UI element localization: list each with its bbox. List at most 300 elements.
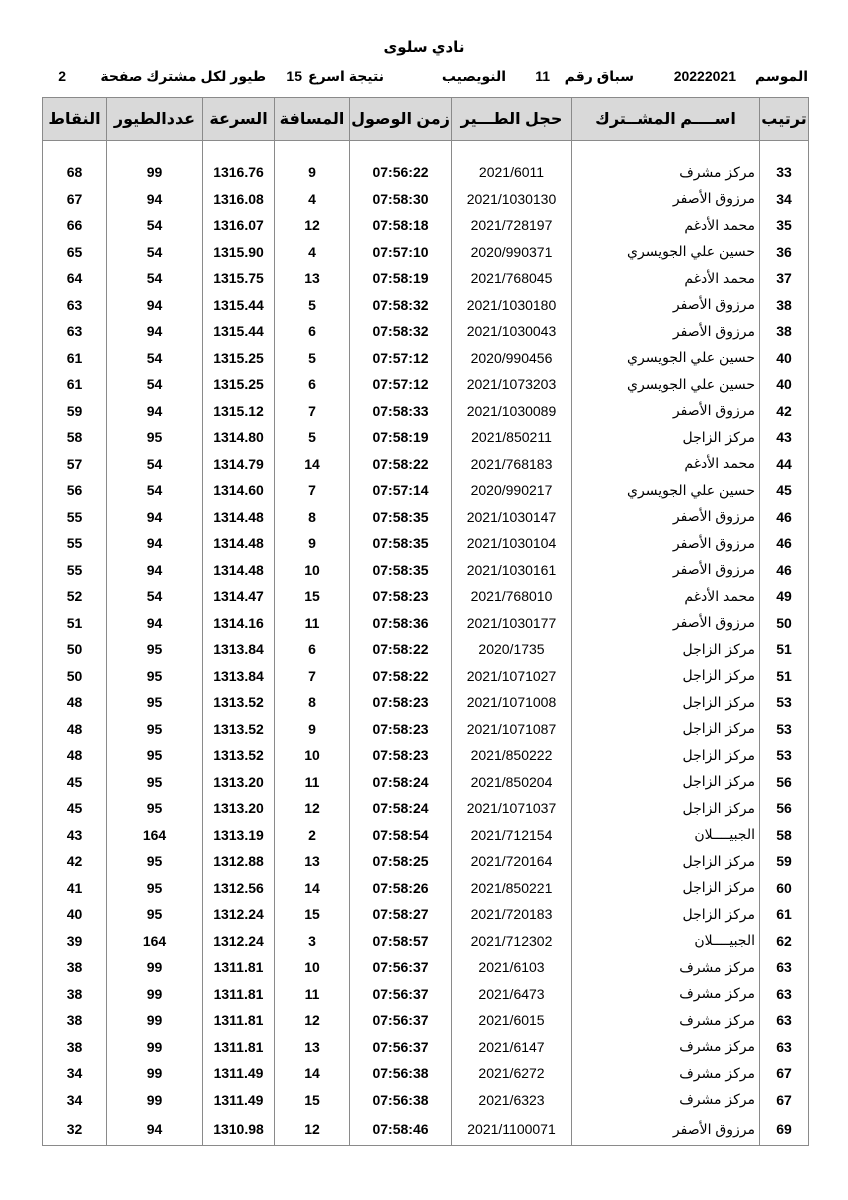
arrival-cell: 07:58:23 [350,742,452,769]
speed-cell: 1316.76 [203,159,275,186]
participant-cell: مركز الزاجل [572,848,760,875]
distance-cell: 4 [275,186,350,213]
points-cell: 43 [43,822,107,849]
arrival-cell: 07:58:25 [350,848,452,875]
birds-cell: 54 [107,239,203,266]
distance-cell: 3 [275,928,350,955]
speed-cell: 1314.60 [203,477,275,504]
distance-cell: 4 [275,239,350,266]
speed-cell: 1313.19 [203,822,275,849]
ring-cell: 2021/1100071 [452,1113,572,1146]
participant-cell: مركز مشرف [572,159,760,186]
points-cell: 68 [43,159,107,186]
distance-cell: 10 [275,954,350,981]
table-row [43,954,809,981]
points-cell: 59 [43,398,107,425]
points-cell: 45 [43,769,107,796]
points-cell: 58 [43,424,107,451]
arrival-cell: 07:58:23 [350,583,452,610]
participant-cell: مرزوق الأصفر [572,610,760,637]
participant-cell: مركز الزاجل [572,901,760,928]
participant-cell: مركز الزاجل [572,742,760,769]
ring-cell: 2021/850221 [452,875,572,902]
ring-cell: 2021/850222 [452,742,572,769]
points-cell: 67 [43,186,107,213]
birds-cell: 94 [107,292,203,319]
birds-cell: 95 [107,689,203,716]
birds-cell: 94 [107,557,203,584]
distance-cell: 7 [275,398,350,425]
participant-cell: مركز الزاجل [572,424,760,451]
participant-cell: محمد الأدغم [572,212,760,239]
rank-cell: 49 [760,583,809,610]
distance-cell: 5 [275,292,350,319]
speed-cell: 1311.81 [203,1007,275,1034]
points-cell: 45 [43,795,107,822]
table-row [43,371,809,398]
ring-cell: 2021/712154 [452,822,572,849]
birds-cell: 95 [107,769,203,796]
arrival-cell: 07:58:23 [350,689,452,716]
participant-cell: مركز مشرف [572,954,760,981]
distance-cell: 6 [275,318,350,345]
table-row [43,716,809,743]
birds-cell: 95 [107,716,203,743]
birds-per-label: طيور لكل مشترك صفحة [100,68,266,84]
table-row [43,663,809,690]
participant-cell: محمد الأدغم [572,451,760,478]
speed-cell: 1315.44 [203,318,275,345]
birds-cell: 94 [107,318,203,345]
points-cell: 48 [43,716,107,743]
race-number-value: 11 [535,68,550,84]
ring-cell: 2021/6323 [452,1087,572,1114]
table-row [43,795,809,822]
ring-cell: 2021/6103 [452,954,572,981]
arrival-cell: 07:58:54 [350,822,452,849]
ring-cell: 2021/6015 [452,1007,572,1034]
rank-cell: 58 [760,822,809,849]
ring-cell: 2021/720183 [452,901,572,928]
rank-cell: 46 [760,557,809,584]
participant-cell: مركز الزاجل [572,875,760,902]
participant-cell: مرزوق الأصفر [572,530,760,557]
rank-cell: 61 [760,901,809,928]
distance-cell: 2 [275,822,350,849]
ring-cell: 2021/1030089 [452,398,572,425]
speed-cell: 1316.07 [203,212,275,239]
speed-cell: 1312.88 [203,848,275,875]
arrival-cell: 07:58:26 [350,875,452,902]
col-participant: اســــم المشــترك [572,98,760,141]
ring-cell: 2021/1071027 [452,663,572,690]
arrival-cell: 07:58:30 [350,186,452,213]
col-rank: ترتيب [760,98,809,141]
speed-cell: 1314.16 [203,610,275,637]
rank-cell: 42 [760,398,809,425]
points-cell: 40 [43,901,107,928]
fastest-count: 15 [286,68,302,84]
birds-cell: 54 [107,451,203,478]
points-cell: 32 [43,1113,107,1146]
rank-cell: 43 [760,424,809,451]
distance-cell: 14 [275,1060,350,1087]
birds-cell: 99 [107,1060,203,1087]
participant-cell: حسين علي الجويسري [572,477,760,504]
season-value: 20222021 [673,68,736,84]
rank-cell: 56 [760,795,809,822]
distance-cell: 14 [275,451,350,478]
participant-cell: الجبيــــلان [572,928,760,955]
points-cell: 55 [43,504,107,531]
birds-cell: 95 [107,795,203,822]
birds-cell: 94 [107,1113,203,1146]
points-cell: 48 [43,742,107,769]
rank-cell: 56 [760,769,809,796]
participant-cell: مرزوق الأصفر [572,318,760,345]
participant-cell: حسين علي الجويسري [572,371,760,398]
birds-cell: 54 [107,371,203,398]
arrival-cell: 07:58:32 [350,292,452,319]
arrival-cell: 07:58:23 [350,716,452,743]
table-row [43,822,809,849]
arrival-cell: 07:58:19 [350,265,452,292]
birds-cell: 95 [107,848,203,875]
distance-cell: 5 [275,424,350,451]
table-row [43,981,809,1008]
rank-cell: 53 [760,716,809,743]
ring-cell: 2020/990217 [452,477,572,504]
distance-cell: 12 [275,795,350,822]
birds-cell: 99 [107,981,203,1008]
arrival-cell: 07:58:35 [350,557,452,584]
speed-cell: 1315.75 [203,265,275,292]
race-number-label: سباق رقم [564,68,634,84]
table-row [43,504,809,531]
birds-cell: 95 [107,901,203,928]
table-row [43,848,809,875]
speed-cell: 1312.56 [203,875,275,902]
distance-cell: 13 [275,848,350,875]
ring-cell: 2021/1030180 [452,292,572,319]
rank-cell: 67 [760,1060,809,1087]
arrival-cell: 07:58:22 [350,636,452,663]
participant-cell: مركز الزاجل [572,769,760,796]
rank-cell: 63 [760,1034,809,1061]
participant-cell: مركز مشرف [572,1087,760,1114]
table-row [43,212,809,239]
table-row [43,477,809,504]
birds-cell: 54 [107,212,203,239]
ring-cell: 2021/768010 [452,583,572,610]
birds-cell: 164 [107,822,203,849]
distance-cell: 12 [275,212,350,239]
birds-cell: 95 [107,663,203,690]
points-cell: 61 [43,345,107,372]
points-cell: 50 [43,636,107,663]
birds-cell: 94 [107,610,203,637]
speed-cell: 1313.20 [203,769,275,796]
arrival-cell: 07:56:37 [350,1034,452,1061]
arrival-cell: 07:58:32 [350,318,452,345]
rank-cell: 34 [760,186,809,213]
participant-cell: مرزوق الأصفر [572,1113,760,1146]
rank-cell: 38 [760,318,809,345]
col-ring: حجل الطـــير [452,98,572,141]
arrival-cell: 07:56:37 [350,954,452,981]
table-row [43,424,809,451]
distance-cell: 15 [275,1087,350,1114]
table-row [43,239,809,266]
distance-cell: 9 [275,159,350,186]
birds-cell: 95 [107,875,203,902]
participant-cell: مركز الزاجل [572,689,760,716]
speed-cell: 1313.52 [203,689,275,716]
speed-cell: 1314.48 [203,557,275,584]
table-row [43,689,809,716]
participant-cell: مرزوق الأصفر [572,292,760,319]
rank-cell: 50 [760,610,809,637]
ring-cell: 2021/1030177 [452,610,572,637]
table-row [43,292,809,319]
table-row [43,159,809,186]
participant-cell: مرزوق الأصفر [572,557,760,584]
season-label: الموسم [755,68,808,84]
speed-cell: 1313.20 [203,795,275,822]
distance-cell: 8 [275,504,350,531]
birds-cell: 94 [107,186,203,213]
birds-cell: 99 [107,1034,203,1061]
table-row [43,1007,809,1034]
speed-cell: 1311.81 [203,1034,275,1061]
ring-cell: 2021/1071087 [452,716,572,743]
points-cell: 51 [43,610,107,637]
rank-cell: 60 [760,875,809,902]
speed-cell: 1315.12 [203,398,275,425]
arrival-cell: 07:56:38 [350,1087,452,1114]
birds-cell: 94 [107,398,203,425]
points-cell: 63 [43,318,107,345]
distance-cell: 12 [275,1007,350,1034]
rank-cell: 53 [760,689,809,716]
race-info-line [42,68,808,90]
table-row [43,265,809,292]
arrival-cell: 07:58:57 [350,928,452,955]
ring-cell: 2021/1030161 [452,557,572,584]
birds-cell: 94 [107,504,203,531]
ring-cell: 2021/1030104 [452,530,572,557]
arrival-cell: 07:56:38 [350,1060,452,1087]
points-cell: 48 [43,689,107,716]
distance-cell: 7 [275,663,350,690]
rank-cell: 46 [760,504,809,531]
ring-cell: 2021/1030130 [452,186,572,213]
participant-cell: مركز الزاجل [572,716,760,743]
arrival-cell: 07:56:22 [350,159,452,186]
table-row [43,530,809,557]
points-cell: 52 [43,583,107,610]
ring-cell: 2021/1030147 [452,504,572,531]
points-cell: 55 [43,557,107,584]
table-row [43,875,809,902]
ring-cell: 2021/6147 [452,1034,572,1061]
col-speed: السرعة [203,98,275,141]
speed-cell: 1310.98 [203,1113,275,1146]
rank-cell: 46 [760,530,809,557]
speed-cell: 1312.24 [203,901,275,928]
speed-cell: 1311.81 [203,981,275,1008]
participant-cell: محمد الأدغم [572,265,760,292]
arrival-cell: 07:58:18 [350,212,452,239]
points-cell: 42 [43,848,107,875]
race-location: النويصيب [441,68,506,84]
points-cell: 38 [43,1034,107,1061]
rank-cell: 45 [760,477,809,504]
arrival-cell: 07:58:35 [350,530,452,557]
table-row [43,557,809,584]
birds-cell: 54 [107,265,203,292]
speed-cell: 1312.24 [203,928,275,955]
rank-cell: 40 [760,345,809,372]
arrival-cell: 07:57:14 [350,477,452,504]
speed-cell: 1314.79 [203,451,275,478]
participant-cell: مركز مشرف [572,1060,760,1087]
points-cell: 65 [43,239,107,266]
table-row [43,1060,809,1087]
points-cell: 61 [43,371,107,398]
distance-cell: 9 [275,716,350,743]
rank-cell: 63 [760,954,809,981]
ring-cell: 2021/1030043 [452,318,572,345]
rank-cell: 69 [760,1113,809,1146]
rank-cell: 63 [760,981,809,1008]
table-row [43,636,809,663]
table-row [43,928,809,955]
arrival-cell: 07:57:12 [350,345,452,372]
ring-cell: 2021/1071008 [452,689,572,716]
birds-cell: 99 [107,159,203,186]
points-cell: 56 [43,477,107,504]
points-cell: 34 [43,1087,107,1114]
speed-cell: 1313.52 [203,742,275,769]
table-row [43,742,809,769]
table-row [43,318,809,345]
distance-cell: 11 [275,610,350,637]
points-cell: 63 [43,292,107,319]
rank-cell: 33 [760,159,809,186]
club-title: نادي سلوى [383,39,465,56]
participant-cell: مركز الزاجل [572,795,760,822]
birds-cell: 95 [107,742,203,769]
speed-cell: 1314.48 [203,504,275,531]
arrival-cell: 07:58:36 [350,610,452,637]
rank-cell: 67 [760,1087,809,1114]
distance-cell: 15 [275,583,350,610]
points-cell: 50 [43,663,107,690]
participant-cell: حسين علي الجويسري [572,239,760,266]
distance-cell: 10 [275,742,350,769]
arrival-cell: 07:58:22 [350,451,452,478]
table-row [43,1087,809,1114]
speed-cell: 1314.48 [203,530,275,557]
col-birds: عددالطيور [107,98,203,141]
spacer-row [43,141,809,160]
birds-cell: 164 [107,928,203,955]
speed-cell: 1316.08 [203,186,275,213]
ring-cell: 2020/1735 [452,636,572,663]
ring-cell: 2021/768183 [452,451,572,478]
participant-cell: مركز مشرف [572,1034,760,1061]
fastest-label: نتيجة اسرع [308,68,384,84]
arrival-cell: 07:58:46 [350,1113,452,1146]
participant-cell: الجبيــــلان [572,822,760,849]
speed-cell: 1313.52 [203,716,275,743]
speed-cell: 1315.25 [203,371,275,398]
speed-cell: 1314.80 [203,424,275,451]
distance-cell: 15 [275,901,350,928]
birds-cell: 54 [107,345,203,372]
distance-cell: 10 [275,557,350,584]
ring-cell: 2021/6011 [452,159,572,186]
ring-cell: 2021/712302 [452,928,572,955]
table-row [43,1113,809,1146]
arrival-cell: 07:58:19 [350,424,452,451]
participant-cell: محمد الأدغم [572,583,760,610]
ring-cell: 2021/728197 [452,212,572,239]
distance-cell: 9 [275,530,350,557]
speed-cell: 1314.47 [203,583,275,610]
table-row [43,186,809,213]
table-row [43,583,809,610]
page-number: 2 [58,68,66,84]
speed-cell: 1311.49 [203,1087,275,1114]
points-cell: 64 [43,265,107,292]
table-row [43,769,809,796]
rank-cell: 51 [760,636,809,663]
arrival-cell: 07:56:37 [350,1007,452,1034]
points-cell: 66 [43,212,107,239]
rank-cell: 53 [760,742,809,769]
points-cell: 34 [43,1060,107,1087]
distance-cell: 13 [275,265,350,292]
points-cell: 55 [43,530,107,557]
distance-cell: 8 [275,689,350,716]
arrival-cell: 07:58:22 [350,663,452,690]
birds-cell: 95 [107,424,203,451]
points-cell: 38 [43,1007,107,1034]
participant-cell: مركز الزاجل [572,636,760,663]
distance-cell: 14 [275,875,350,902]
speed-cell: 1313.84 [203,636,275,663]
rank-cell: 37 [760,265,809,292]
ring-cell: 2021/768045 [452,265,572,292]
points-cell: 38 [43,981,107,1008]
birds-cell: 95 [107,636,203,663]
table-header-row [43,98,809,141]
arrival-cell: 07:57:10 [350,239,452,266]
participant-cell: مركز مشرف [572,1007,760,1034]
speed-cell: 1315.90 [203,239,275,266]
speed-cell: 1315.44 [203,292,275,319]
participant-cell: مركز مشرف [572,981,760,1008]
table-row [43,901,809,928]
arrival-cell: 07:58:24 [350,795,452,822]
points-cell: 41 [43,875,107,902]
distance-cell: 5 [275,345,350,372]
results-table [42,97,809,1146]
ring-cell: 2021/6473 [452,981,572,1008]
arrival-cell: 07:57:12 [350,371,452,398]
